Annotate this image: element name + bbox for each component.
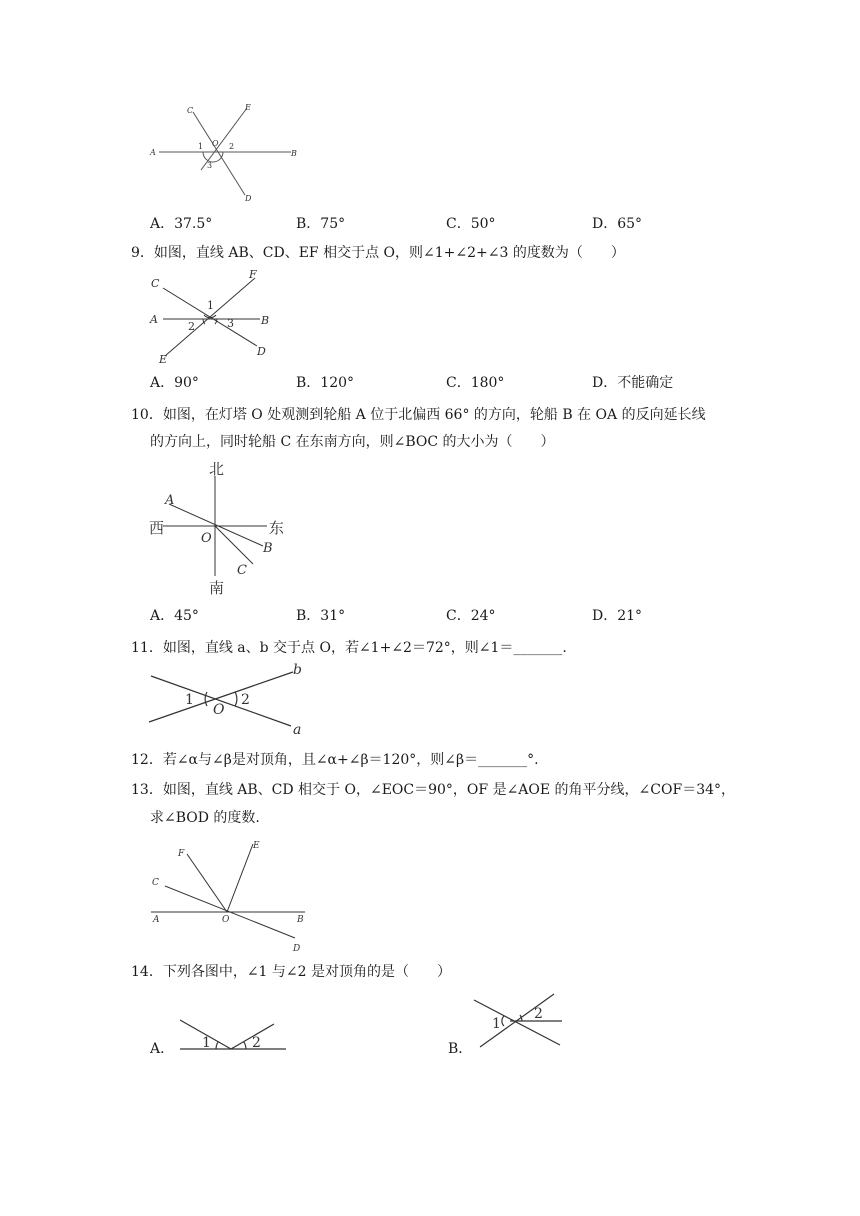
q13-label-b: B [297, 915, 304, 925]
q9-label-f: F [249, 268, 257, 281]
q10-label-north: 北 [209, 460, 225, 478]
q9-stem: 9．如图，直线 AB、CD、EF 相交于点 O，则∠1+∠2+∠3 的度数为（ ） [131, 245, 625, 261]
q13-label-f: F [178, 849, 185, 859]
q10-stem-line2: 的方向上，同时轮船 C 在东南方向，则∠BOC 的大小为（ ） [150, 434, 555, 450]
q10-option-a: A．45° [150, 608, 199, 624]
q14-a-angle-2: 2 [252, 1035, 261, 1051]
q10-stem-line1: 10．如图，在灯塔 O 处观测到轮船 A 位于北偏西 66° 的方向，轮船 B 在 OA 的反向延长线 [131, 407, 706, 423]
q8-label-a: A [150, 148, 156, 157]
q14-option-b-figure [470, 990, 570, 1052]
q11-label-a: a [293, 722, 302, 738]
q8-label-e: E [245, 103, 251, 112]
q11-label-o: O [213, 702, 225, 718]
q13-stem-line1: 13．如图，直线 AB、CD 相交于 O，∠EOC＝90°，OF 是∠AOE 的角平分线，∠COF＝34°， [131, 782, 736, 798]
q11-figure [145, 662, 315, 738]
q13-label-d: D [293, 944, 301, 954]
q8-label-d: D [245, 194, 252, 203]
q10-label-south: 南 [209, 579, 225, 597]
q8-option-b: B．75° [296, 216, 346, 232]
q10-label-east: 东 [269, 519, 285, 537]
q14-b-angle-1: 1 [492, 1016, 501, 1032]
q8-label-o: O [212, 139, 219, 148]
q14-a-angle-1: 1 [202, 1035, 211, 1051]
q13-figure [145, 836, 315, 956]
q10-label-o: O [201, 531, 212, 546]
q9-label-a: A [150, 313, 158, 326]
q14-stem: 14．下列各图中，∠1 与∠2 是对顶角的是（ ） [131, 964, 451, 980]
q9-label-d: D [257, 345, 266, 358]
q10-label-a: A [165, 493, 175, 508]
q14-option-a-label: A． [150, 1041, 175, 1057]
q11-stem: 11．如图，直线 a、b 交于点 O，若∠1+∠2＝72°，则∠1＝_______. [131, 640, 567, 656]
q9-label-b: B [261, 314, 270, 327]
q9-label-e: E [159, 353, 168, 366]
q11-angle-2: 2 [241, 692, 250, 708]
q10-option-b: B．31° [296, 608, 346, 624]
q9-angle-2: 2 [188, 320, 195, 333]
q11-label-b: b [293, 662, 302, 678]
q9-option-b: B．120° [296, 375, 355, 391]
q9-angle-3: 3 [227, 317, 234, 330]
q13-label-e: E [253, 841, 260, 851]
q9-angle-1: 1 [207, 299, 214, 312]
q9-option-d: D．不能确定 [592, 375, 674, 391]
q10-figure [145, 458, 305, 600]
q12-stem: 12．若∠α与∠β是对顶角，且∠α+∠β＝120°，则∠β＝_______°. [131, 752, 539, 768]
q9-figure [145, 268, 285, 368]
q8-angle-2: 2 [229, 142, 235, 151]
q8-label-b: B [291, 149, 297, 158]
q8-angle-1: 1 [198, 142, 204, 151]
q8-figure [145, 100, 315, 210]
q13-label-a: A [153, 915, 160, 925]
q10-label-west: 西 [149, 519, 165, 537]
q13-stem-line2: 求∠BOD 的度数. [150, 810, 260, 826]
q14-option-a-figure [176, 1010, 291, 1055]
q9-option-c: C．180° [446, 375, 505, 391]
q8-label-c: C [187, 106, 194, 115]
q10-option-c: C．24° [446, 608, 496, 624]
q11-angle-1: 1 [185, 692, 194, 708]
q8-option-c: C．50° [446, 216, 496, 232]
q8-option-a: A．37.5° [150, 216, 213, 232]
q8-option-d: D．65° [592, 216, 643, 232]
q10-label-c: C [237, 563, 247, 578]
q10-label-b: B [263, 541, 273, 556]
q13-label-o: O [222, 915, 230, 925]
q14-b-angle-2: 2 [534, 1006, 543, 1022]
q8-angle-3: 3 [207, 161, 213, 170]
q10-option-d: D．21° [592, 608, 643, 624]
q9-option-a: A．90° [150, 375, 199, 391]
q9-label-c: C [151, 277, 160, 290]
q14-option-b-label: B． [448, 1041, 473, 1057]
q13-label-c: C [152, 878, 159, 888]
